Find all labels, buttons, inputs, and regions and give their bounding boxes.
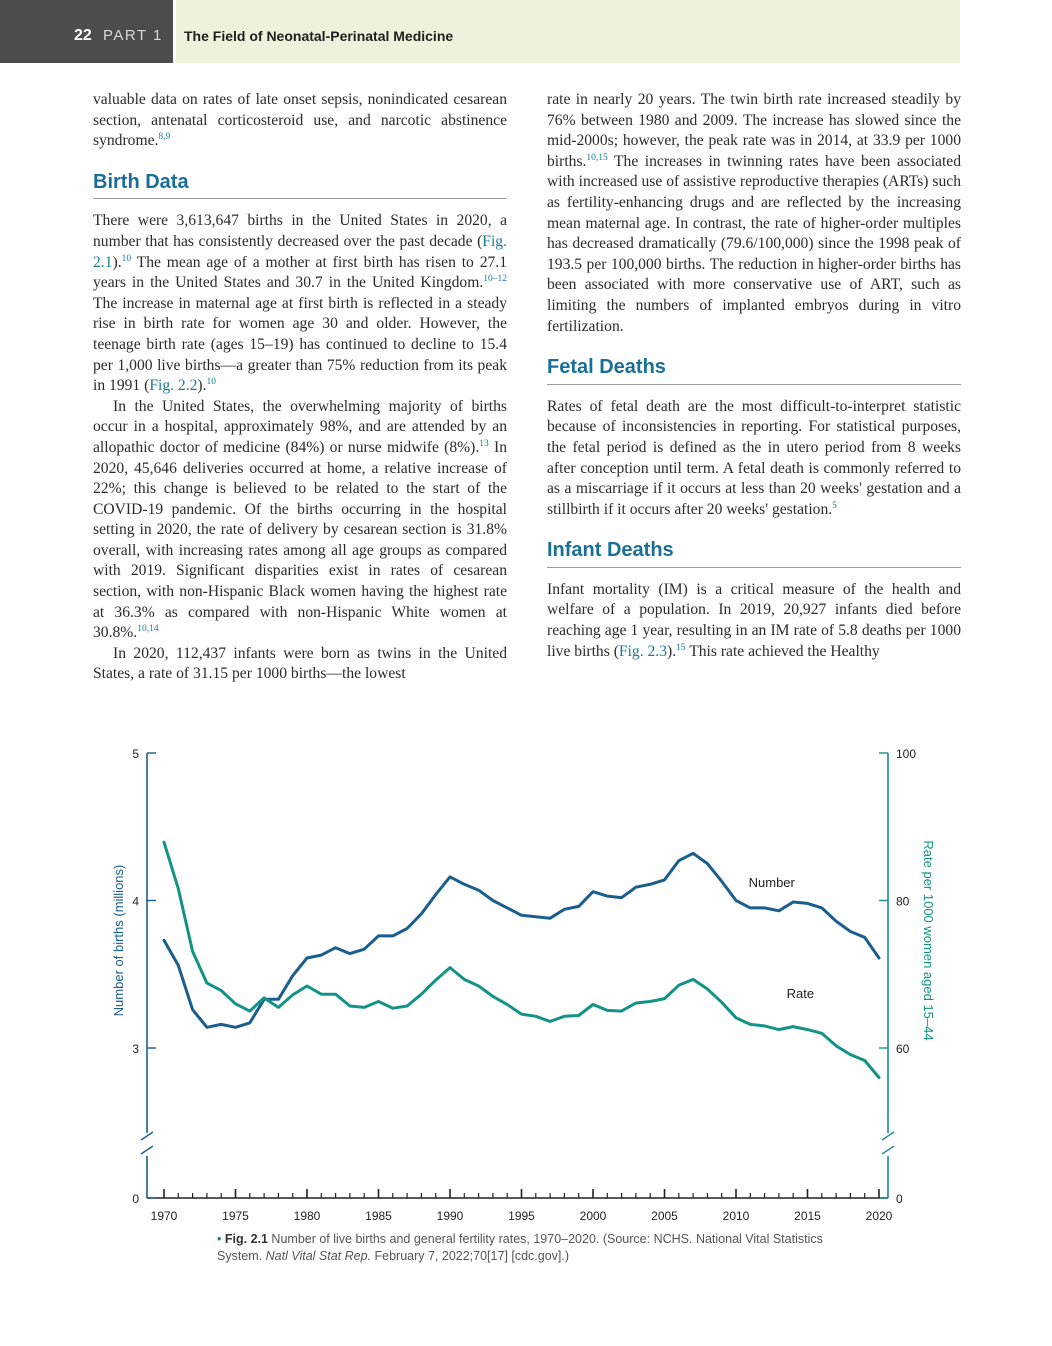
x-axis-tick-label: 1970 — [150, 1209, 178, 1223]
citation[interactable]: 10,15 — [586, 152, 608, 163]
fetal-deaths-paragraph: Rates of fetal death are the most difficult-to-interpret statistic because of inconsistencies in reporting. For statistical purposes, the fetal period is defined as the in utero period from 8 weeks after conception until term. A fetal death is commonly referred to as a miscarriage if it occurs at less than 20 weeks' gestation and a stillbirth if it occurs after 20 weeks' gestation.$^5$ — [547, 397, 961, 518]
birth-data-paragraph-2: In the United States, the overwhelming majority of births occur in a hospital, approximately 98%, and are attended by an allopathic doctor of medicine (84%) or nurse midwife (8%).$^{13}$ In 2020, 45,646 deliveries occurred at home, a relative increase of 22%; this change is believed to be related to the start of the COVID-19 pandemic. Of the births occurring in the hospital setting in 2020, the rate of delivery by cesarean section is 31.8% overall, with increasing rates among all age groups as compared with 2019. Significant disparities exist in rates of cesarean section, with non-Hispanic Black women having the highest rate at 36.3% as compared with non-Hispanic White women at 30.8%.$^{10,14}$ — [93, 397, 507, 642]
citation[interactable]: 10,14 — [137, 624, 159, 635]
right-axis-tick-label: 0 — [896, 1192, 903, 1206]
infant-deaths-paragraph: Infant mortality (IM) is a critical measure of the health and welfare of a population. In 2019, 20,927 infants died before reaching age 1 year, resulting in an IM rate of 5.8 deaths per 1000 live births (Fig. 2.3).$^{15}$ This rate achieved the Healthy — [547, 580, 961, 660]
series-label-number: Number — [748, 875, 795, 891]
left-axis-tick-label: 3 — [132, 1042, 139, 1056]
citation[interactable]: 5 — [832, 500, 837, 511]
twins-paragraph: rate in nearly 20 years. The twin birth rate increased steadily by 76% between 1980 and 2009. The increase has slowed since the mid-2000s; however, the peak rate was in 2014, at 33.9 per 1000 births.$^{10,15}$ The increases in twinning rates have been associated with increased use of assistive reproductive therapies (ARTs) such as fertility-enhancing drugs and are reflected by the increasing mean maternal age. In contrast, the rate of higher-order multiples has decreased dramatically (79.6/100,000) since the 1998 peak of 193.5 per 100,000 births. The reduction in higher-order births has been associated with more conservative use of ART, such as limiting the numbers of implanted embryos during in vitro fertilization. — [547, 91, 961, 335]
right-axis-tick-label: 100 — [896, 747, 917, 761]
citation[interactable]: 8,9 — [158, 132, 171, 142]
caption-figure-number: Fig. 2.1 — [224, 1232, 268, 1246]
birth-data-paragraph-1: There were 3,613,647 births in the United States in 2020, a number that has consistently decreased over the past decade (Fig. 2.1).$^{10}$ The mean age of a mother at first birth has risen to 27.1 years in the United States and 30.7 in the United Kingdom.$^{10-12}$ The increase in maternal age at first birth is reflected in a steady rise in birth rate for women age 30 and older. However, the teenage birth rate (ages 15–19) has continued to decline to 15.4 per 1,000 live births—a greater than 75% reduction from its peak in 1991 (Fig. 2.2).$^{10}$ — [93, 212, 507, 395]
right-axis-tick-label: 80 — [896, 894, 910, 909]
intro-paragraph: valuable data on rates of late onset sepsis, nonindicated cesarean section, antenatal corticosteroid use, and narcotic abstinence syndrome.$^{8,9}$ — [93, 91, 507, 150]
right-axis-break — [882, 1132, 894, 1154]
x-axis-tick-label: 2010 — [722, 1209, 750, 1223]
left-axis-title: Number of births (millions) — [111, 864, 126, 1017]
left-axis-break — [141, 1132, 153, 1154]
left-column — [93, 90, 507, 685]
citation[interactable]: 10 — [121, 253, 132, 264]
births-chart — [100, 738, 960, 1233]
citation[interactable]: 10 — [206, 376, 216, 387]
left-axis-tick-label: 0 — [132, 1192, 139, 1206]
figure-link[interactable]: Fig. 2.3 — [618, 642, 667, 660]
left-axis-tick-label: 5 — [132, 747, 139, 761]
citation[interactable]: 13 — [479, 438, 489, 449]
section-heading-fetal-deaths: Fetal Deaths — [547, 357, 961, 385]
x-axis-tick-label: 1975 — [222, 1209, 249, 1223]
figure-link[interactable]: Fig. 2.2 — [149, 377, 198, 395]
part-label: PART 1 — [103, 27, 163, 44]
x-axis-tick-label: 2015 — [794, 1209, 821, 1223]
citation[interactable]: 10–12 — [483, 273, 507, 284]
figure-link[interactable]: Fig. 2.1 — [93, 232, 507, 271]
section-heading-birth-data: Birth Data — [93, 172, 507, 200]
header-page-block — [0, 0, 173, 63]
page-number: 22 — [74, 27, 92, 44]
x-axis-tick-label: 1995 — [508, 1209, 535, 1223]
citation[interactable]: 15 — [676, 642, 686, 653]
x-axis-tick-label: 2020 — [865, 1209, 893, 1223]
header-title-block — [173, 0, 960, 63]
right-axis-tick-label: 60 — [896, 1042, 910, 1056]
caption-bullet-icon: • — [217, 1232, 222, 1246]
birth-data-paragraph-3: In 2020, 112,437 infants were born as twins in the United States, a rate of 31.15 per 1000 births—the lowest — [93, 644, 507, 683]
series-label-rate: Rate — [786, 985, 815, 1001]
x-axis-tick-label: 2000 — [579, 1209, 607, 1223]
figure-2-1 — [100, 738, 960, 1238]
chapter-title: The Field of Neonatal-Perinatal Medicine — [184, 28, 454, 44]
right-column — [547, 90, 961, 662]
running-header — [0, 0, 960, 63]
right-axis-title: Rate per 1000 women aged 15–44 — [921, 840, 936, 1041]
x-axis-tick-label: 1980 — [293, 1209, 321, 1223]
section-heading-infant-deaths: Infant Deaths — [547, 540, 961, 568]
x-axis-tick-label: 2005 — [651, 1209, 678, 1223]
left-axis-tick-label: 4 — [132, 894, 139, 909]
x-axis-tick-label: 1990 — [436, 1209, 464, 1223]
x-axis-tick-label: 1985 — [365, 1209, 392, 1223]
figure-caption: • Fig. 2.1 Number of live births and general fertility rates, 1970–2020. (Source: NCHS. National Vital Statistics System. Natl Vital Stat Rep. February 7, 2022;70[17] [cdc.gov].) — [217, 1232, 823, 1263]
